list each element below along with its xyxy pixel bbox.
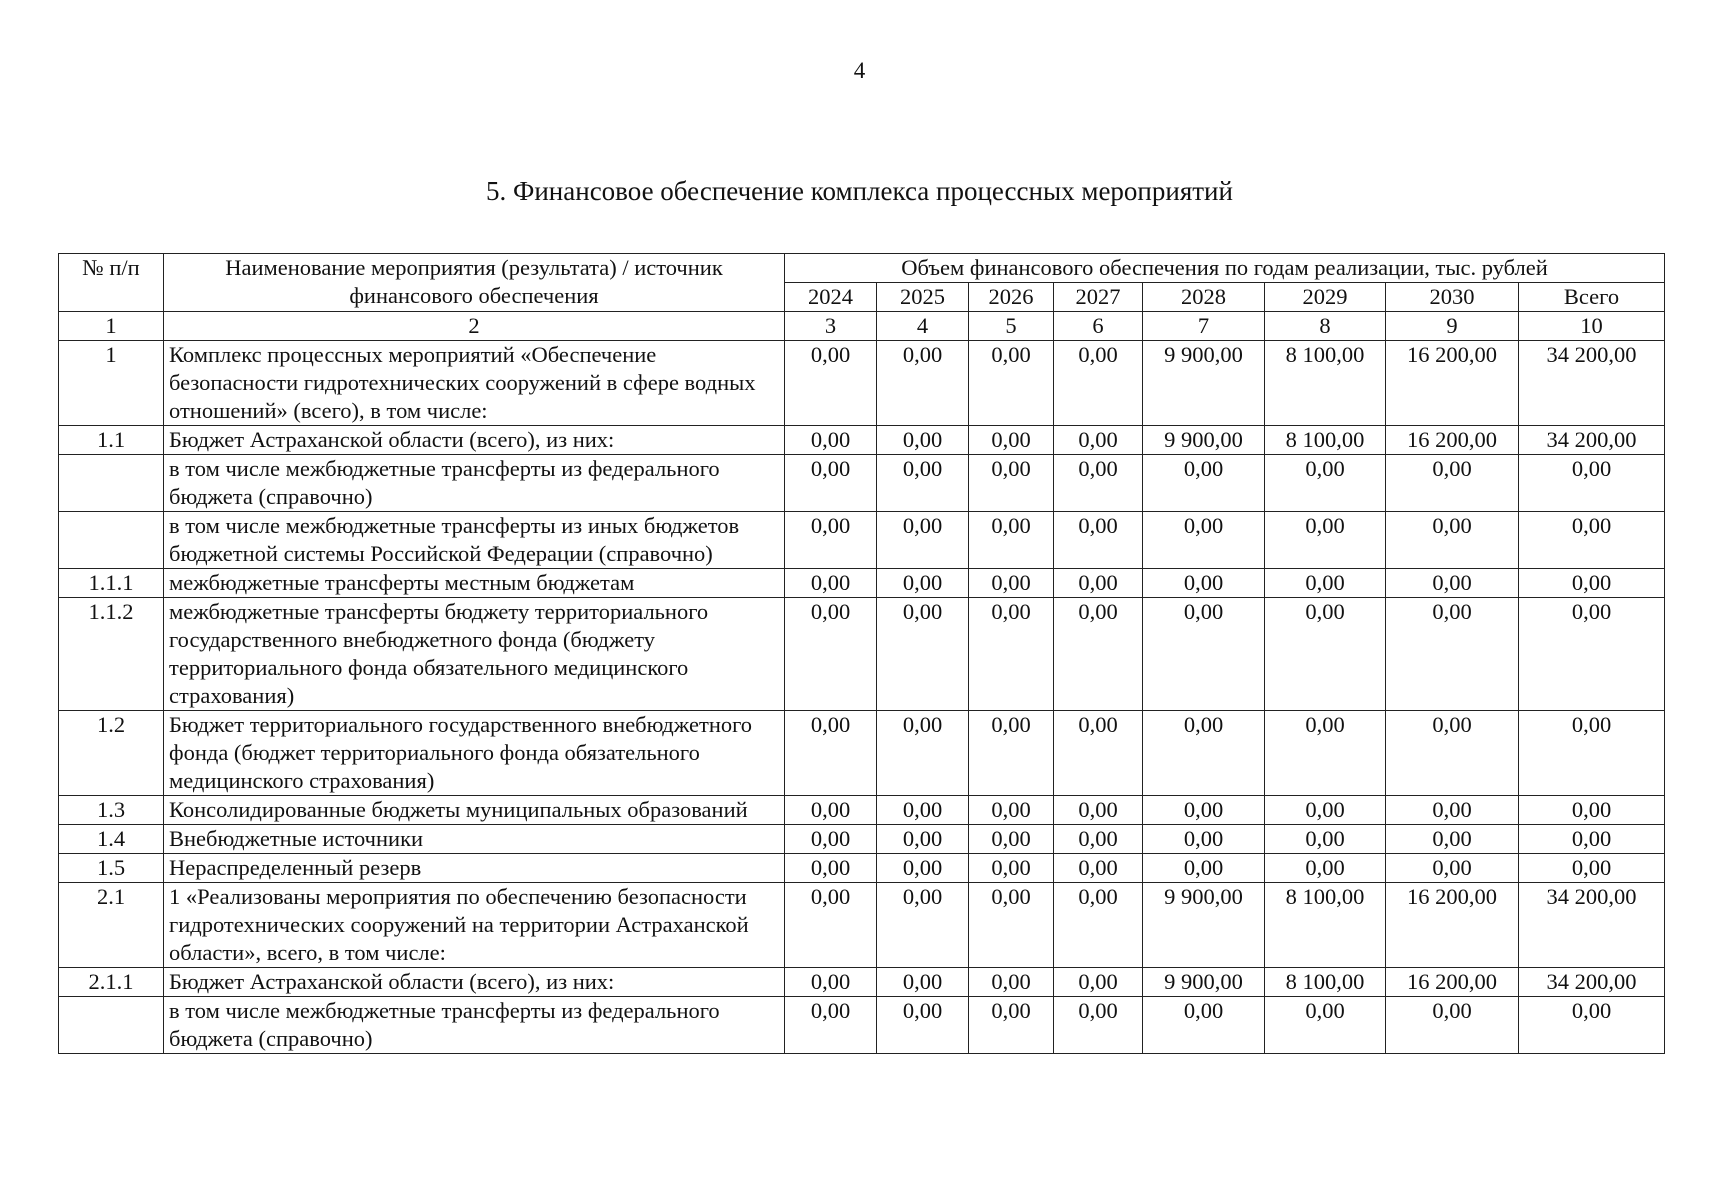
header-year: 2026 [969, 283, 1054, 312]
column-index: 6 [1054, 312, 1143, 341]
header-year: 2027 [1054, 283, 1143, 312]
row-value-total: 34 200,00 [1519, 968, 1665, 997]
row-value: 0,00 [785, 341, 877, 426]
table-row [59, 569, 1665, 598]
row-value: 0,00 [969, 711, 1054, 796]
row-value: 9 900,00 [1143, 883, 1265, 968]
row-name: Бюджет Астраханской области (всего), из них: [164, 426, 785, 455]
row-number: 2.1.1 [59, 968, 164, 997]
column-index: 7 [1143, 312, 1265, 341]
row-value-total: 0,00 [1519, 997, 1665, 1054]
header-year: 2025 [877, 283, 969, 312]
row-value: 0,00 [1143, 825, 1265, 854]
row-value: 0,00 [1054, 711, 1143, 796]
row-value-total: 0,00 [1519, 598, 1665, 711]
row-value: 0,00 [969, 426, 1054, 455]
row-value: 0,00 [969, 997, 1054, 1054]
row-number: 1.4 [59, 825, 164, 854]
row-value: 0,00 [1386, 455, 1519, 512]
row-value: 0,00 [969, 455, 1054, 512]
row-value: 0,00 [1054, 854, 1143, 883]
row-value: 0,00 [1143, 796, 1265, 825]
row-value: 0,00 [1054, 569, 1143, 598]
row-value: 0,00 [1054, 883, 1143, 968]
table-row [59, 825, 1665, 854]
row-number [59, 512, 164, 569]
row-value: 0,00 [1054, 341, 1143, 426]
row-value: 0,00 [969, 569, 1054, 598]
row-value: 9 900,00 [1143, 341, 1265, 426]
row-value: 0,00 [1143, 512, 1265, 569]
row-value: 0,00 [1054, 825, 1143, 854]
row-name: в том числе межбюджетные трансферты из иных бюджетов бюджетной системы Российской Федерации (справочно) [164, 512, 785, 569]
page-number: 4 [853, 58, 866, 83]
row-value: 0,00 [785, 426, 877, 455]
table-row [59, 796, 1665, 825]
row-number [59, 455, 164, 512]
row-value: 0,00 [877, 598, 969, 711]
row-value: 8 100,00 [1265, 968, 1386, 997]
row-value: 0,00 [1386, 825, 1519, 854]
header-financing-group: Объем финансового обеспечения по годам реализации, тыс. рублей [785, 254, 1665, 283]
table-row [59, 968, 1665, 997]
row-value: 0,00 [1386, 711, 1519, 796]
row-value: 0,00 [877, 883, 969, 968]
row-value: 0,00 [785, 825, 877, 854]
row-value: 9 900,00 [1143, 968, 1265, 997]
row-value: 0,00 [1143, 997, 1265, 1054]
table-row [59, 598, 1665, 711]
row-value: 9 900,00 [1143, 426, 1265, 455]
row-value: 0,00 [969, 825, 1054, 854]
row-value: 0,00 [785, 968, 877, 997]
row-name: Бюджет территориального государственного внебюджетного фонда (бюджет территориального фонда обязательного медицинского страхования) [164, 711, 785, 796]
row-value: 8 100,00 [1265, 341, 1386, 426]
row-value: 0,00 [877, 569, 969, 598]
row-value: 0,00 [1265, 825, 1386, 854]
row-name: в том числе межбюджетные трансферты из федерального бюджета (справочно) [164, 997, 785, 1054]
row-value: 0,00 [1054, 598, 1143, 711]
row-value: 0,00 [1265, 854, 1386, 883]
row-value: 0,00 [877, 455, 969, 512]
row-value: 16 200,00 [1386, 883, 1519, 968]
row-value: 0,00 [969, 854, 1054, 883]
row-value: 0,00 [877, 997, 969, 1054]
header-year: 2028 [1143, 283, 1265, 312]
row-name: межбюджетные трансферты местным бюджетам [164, 569, 785, 598]
row-value: 0,00 [1386, 796, 1519, 825]
row-value: 0,00 [969, 341, 1054, 426]
row-value: 0,00 [785, 569, 877, 598]
row-value-total: 0,00 [1519, 512, 1665, 569]
column-index: 3 [785, 312, 877, 341]
column-index: 8 [1265, 312, 1386, 341]
row-value: 0,00 [1054, 968, 1143, 997]
table-row [59, 455, 1665, 512]
row-value: 0,00 [785, 997, 877, 1054]
header-name: Наименование мероприятия (результата) / источник финансового обеспечения [164, 254, 785, 312]
header-year: 2024 [785, 283, 877, 312]
row-value: 0,00 [1054, 426, 1143, 455]
table-body [59, 341, 1665, 1054]
row-value: 0,00 [1143, 711, 1265, 796]
row-value: 0,00 [969, 796, 1054, 825]
row-value: 0,00 [877, 854, 969, 883]
column-index-row [59, 312, 1665, 341]
row-value: 0,00 [1143, 569, 1265, 598]
row-value: 0,00 [969, 598, 1054, 711]
row-value: 0,00 [1265, 512, 1386, 569]
row-name: Бюджет Астраханской области (всего), из них: [164, 968, 785, 997]
header-row-1 [59, 254, 1665, 283]
table-row [59, 426, 1665, 455]
row-value: 0,00 [785, 711, 877, 796]
row-number: 1.1.2 [59, 598, 164, 711]
row-value: 0,00 [1054, 512, 1143, 569]
column-index: 9 [1386, 312, 1519, 341]
row-value: 0,00 [1386, 854, 1519, 883]
row-value: 0,00 [1386, 997, 1519, 1054]
row-value: 0,00 [877, 426, 969, 455]
row-number: 1 [59, 341, 164, 426]
row-value: 8 100,00 [1265, 426, 1386, 455]
row-value-total: 0,00 [1519, 796, 1665, 825]
row-value: 0,00 [1143, 455, 1265, 512]
row-value: 0,00 [1386, 569, 1519, 598]
row-value-total: 34 200,00 [1519, 883, 1665, 968]
table-row [59, 711, 1665, 796]
row-value: 0,00 [785, 796, 877, 825]
row-number: 1.2 [59, 711, 164, 796]
row-value: 0,00 [1143, 854, 1265, 883]
row-name: 1 «Реализованы мероприятия по обеспечению безопасности гидротехнических сооружений на территории Астраханской области», всего, в том числе: [164, 883, 785, 968]
row-value-total: 0,00 [1519, 569, 1665, 598]
row-value: 0,00 [1265, 569, 1386, 598]
header-num: № п/п [59, 254, 164, 312]
row-value: 0,00 [1265, 796, 1386, 825]
row-value: 0,00 [969, 883, 1054, 968]
row-value: 0,00 [785, 455, 877, 512]
row-value: 0,00 [1054, 796, 1143, 825]
row-number: 1.1 [59, 426, 164, 455]
column-index: 4 [877, 312, 969, 341]
row-value: 0,00 [969, 968, 1054, 997]
row-value: 0,00 [877, 341, 969, 426]
header-year: 2029 [1265, 283, 1386, 312]
row-value: 0,00 [877, 825, 969, 854]
row-value: 0,00 [1054, 997, 1143, 1054]
column-index: 1 [59, 312, 164, 341]
row-value: 16 200,00 [1386, 426, 1519, 455]
row-value: 0,00 [1386, 598, 1519, 711]
column-index: 2 [164, 312, 785, 341]
header-year: 2030 [1386, 283, 1519, 312]
row-value: 0,00 [877, 796, 969, 825]
row-name: Комплекс процессных мероприятий «Обеспечение безопасности гидротехнических сооружений в сфере водных отношений» (всего), в том числе: [164, 341, 785, 426]
row-value: 0,00 [785, 883, 877, 968]
row-value: 0,00 [1265, 997, 1386, 1054]
row-name: Внебюджетные источники [164, 825, 785, 854]
row-value: 0,00 [877, 512, 969, 569]
row-value: 0,00 [1265, 455, 1386, 512]
row-value: 16 200,00 [1386, 968, 1519, 997]
row-value: 16 200,00 [1386, 341, 1519, 426]
row-value: 0,00 [877, 968, 969, 997]
table-row [59, 854, 1665, 883]
table-row [59, 341, 1665, 426]
table-row [59, 883, 1665, 968]
row-value: 0,00 [877, 711, 969, 796]
row-value: 0,00 [1265, 711, 1386, 796]
row-value-total: 0,00 [1519, 711, 1665, 796]
row-name: межбюджетные трансферты бюджету территориального государственного внебюджетного фонда (бюджету территориального фонда обязательного медицинского страхования) [164, 598, 785, 711]
row-number: 1.5 [59, 854, 164, 883]
row-value: 0,00 [1265, 598, 1386, 711]
row-value: 0,00 [1143, 598, 1265, 711]
row-number [59, 997, 164, 1054]
row-name: Нераспределенный резерв [164, 854, 785, 883]
row-value: 0,00 [785, 512, 877, 569]
row-value: 0,00 [1054, 455, 1143, 512]
row-name: Консолидированные бюджеты муниципальных образований [164, 796, 785, 825]
table-row [59, 997, 1665, 1054]
row-value-total: 0,00 [1519, 854, 1665, 883]
row-value: 0,00 [785, 598, 877, 711]
row-value: 0,00 [785, 854, 877, 883]
row-value: 8 100,00 [1265, 883, 1386, 968]
section-title: 5. Финансовое обеспечение комплекса процессных мероприятий [486, 176, 1233, 206]
row-value-total: 0,00 [1519, 455, 1665, 512]
row-value: 0,00 [969, 512, 1054, 569]
row-value: 0,00 [1386, 512, 1519, 569]
row-number: 1.1.1 [59, 569, 164, 598]
column-index: 5 [969, 312, 1054, 341]
row-number: 2.1 [59, 883, 164, 968]
column-index: 10 [1519, 312, 1665, 341]
financing-table [58, 253, 1665, 1054]
row-value-total: 0,00 [1519, 825, 1665, 854]
row-number: 1.3 [59, 796, 164, 825]
row-value-total: 34 200,00 [1519, 426, 1665, 455]
header-total: Всего [1519, 283, 1665, 312]
row-value-total: 34 200,00 [1519, 341, 1665, 426]
row-name: в том числе межбюджетные трансферты из федерального бюджета (справочно) [164, 455, 785, 512]
table-row [59, 512, 1665, 569]
